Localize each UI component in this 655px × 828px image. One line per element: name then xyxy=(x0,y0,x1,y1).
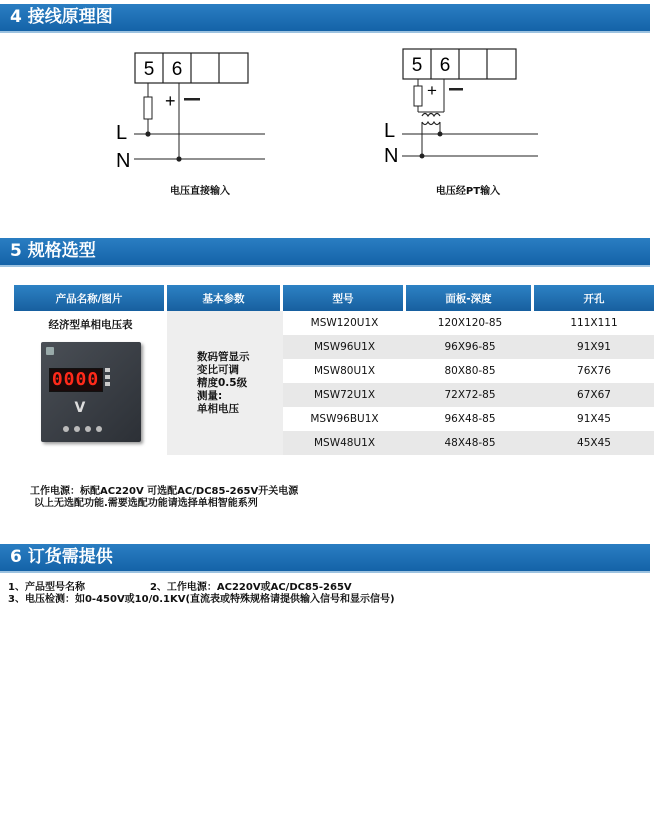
model-cell: MSW96U1X xyxy=(283,335,406,359)
section4-rule xyxy=(0,31,650,33)
header-hole: 开孔 xyxy=(534,285,654,311)
panel-cell: 72X72-85 xyxy=(406,383,534,407)
param-line: 变比可调 xyxy=(197,363,239,376)
header-panel: 面板-深度 xyxy=(406,285,534,311)
order-info xyxy=(8,582,395,606)
caption-pt-input: 电压经PT输入 xyxy=(435,186,501,197)
panel-cell: 96X96-85 xyxy=(406,335,534,359)
meter-display: 0000 xyxy=(49,368,103,392)
caption-direct-input: 电压直接输入 xyxy=(170,186,230,197)
panel-cell: 120X120-85 xyxy=(437,317,503,329)
meter-image xyxy=(41,342,141,442)
meter-unit: V xyxy=(74,400,86,416)
table-header-row xyxy=(14,285,654,311)
model-cell: MSW48U1X xyxy=(283,431,406,455)
line-N-label: N xyxy=(384,145,399,167)
order-item-2: 2、工作电源：AC220V或AC/DC85-265V xyxy=(149,582,352,593)
order-item-3: 3、电压检测：如0-450V或10/0.1KV(直流表或特殊规格请提供输入信号和显示信号) xyxy=(8,594,395,605)
model-cell: MSW120U1X xyxy=(310,317,379,329)
section5-rule xyxy=(0,265,650,267)
fuse-icon xyxy=(414,86,422,106)
minus-sign xyxy=(184,98,200,101)
fuse-icon xyxy=(144,97,152,119)
panel-cell: 96X48-85 xyxy=(444,413,496,425)
param-line: 精度0.5级 xyxy=(197,376,248,389)
param-line: 测量: xyxy=(197,389,223,402)
plus-sign: + xyxy=(427,81,437,100)
minus-sign xyxy=(449,88,463,91)
plus-sign: + xyxy=(165,91,176,111)
notes xyxy=(30,486,298,510)
hole-cell: 91X91 xyxy=(534,335,654,359)
terminal-5: 5 xyxy=(411,55,423,76)
note-power: 工作电源：标配AC220V 可选配AC/DC85-265V开关电源 xyxy=(30,486,299,497)
hole-cell: 67X67 xyxy=(534,383,654,407)
section6-rule xyxy=(0,571,650,573)
param-line: 数码管显示 xyxy=(197,350,250,363)
param-line: 单相电压 xyxy=(197,402,239,415)
spec-table xyxy=(14,285,654,455)
wiring-diagram-direct xyxy=(110,50,280,175)
transformer-icon xyxy=(422,114,440,117)
terminal-6: 6 xyxy=(439,55,451,76)
panel-cell: 80X80-85 xyxy=(444,365,496,377)
line-L-label: L xyxy=(116,122,128,144)
model-cell: MSW80U1X xyxy=(313,365,376,377)
header-product: 产品名称/图片 xyxy=(14,285,167,311)
hole-cell: 111X111 xyxy=(570,317,618,329)
model-cell: MSW72U1X xyxy=(283,383,406,407)
section5-title: 5 规格选型 xyxy=(0,238,650,265)
model-cell: MSW96BU1X xyxy=(310,413,379,425)
section4-title: 4 接线原理图 xyxy=(0,4,650,31)
wiring-diagram-pt xyxy=(378,46,548,171)
header-model: 型号 xyxy=(283,285,406,311)
header-params: 基本参数 xyxy=(167,285,283,311)
terminal-6: 6 xyxy=(171,59,183,80)
hole-cell: 76X76 xyxy=(577,365,611,377)
hole-cell: 45X45 xyxy=(534,431,654,455)
brand-logo-icon xyxy=(46,347,54,355)
hole-cell: 91X45 xyxy=(577,413,611,425)
panel-cell: 48X48-85 xyxy=(406,431,534,455)
order-item-1: 1、产品型号名称 xyxy=(8,582,85,593)
section6-title: 6 订货需提供 xyxy=(0,544,650,571)
table-row xyxy=(14,311,654,335)
terminal-5: 5 xyxy=(143,59,155,80)
product-cell xyxy=(14,311,167,455)
product-name: 经济型单相电压表 xyxy=(48,319,133,331)
params-cell xyxy=(167,311,283,455)
meter-buttons xyxy=(63,426,102,432)
note-options: 以上无选配功能.需要选配功能请选择单相智能系列 xyxy=(34,498,258,509)
line-L-label: L xyxy=(384,120,396,142)
line-N-label: N xyxy=(116,150,131,172)
